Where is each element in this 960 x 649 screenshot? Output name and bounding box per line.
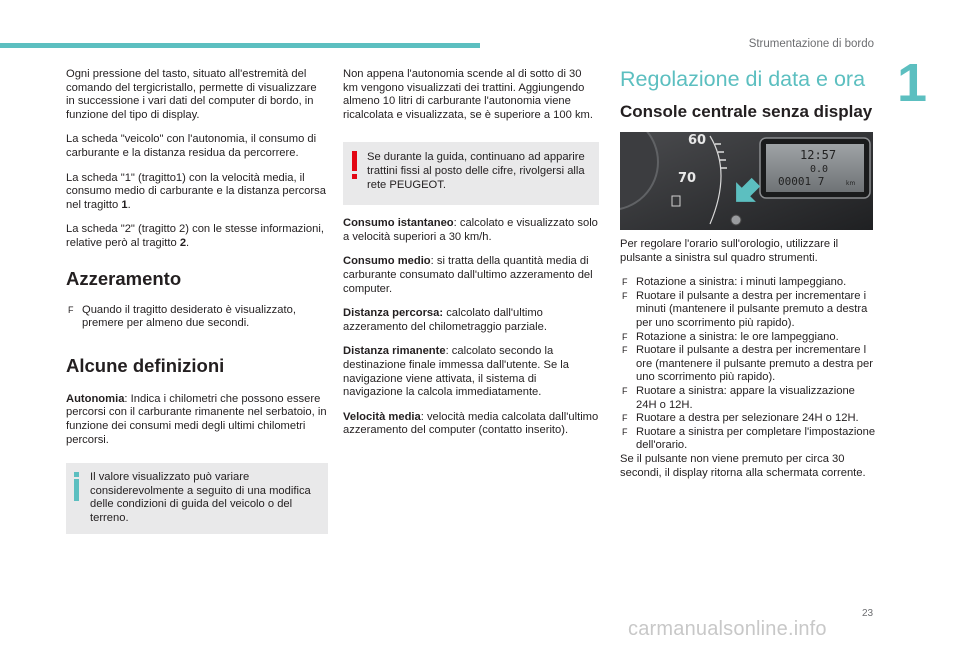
paragraph-intro: Ogni pressione del tasto, situato all'estremità del comando del tergicristallo, permette di visualizzare in successione i vari dati del computer di bordo, in funzione del tipo di display. <box>66 68 317 121</box>
list-item: F Ruotare il pulsante a destra per incrementare l ore (mantenere il pulsante premuto a destra per uno scorrimento più rapido). <box>622 344 873 384</box>
paragraph-timeout: Se il pulsante non viene premuto per circa 30 secondi, il display ritorna alla schermata corrente. <box>620 452 866 479</box>
paragraph-veicolo: La scheda "veicolo" con l'autonomia, il consumo di carburante e la distanza residua da percorrere. <box>66 133 317 159</box>
speed-60-label: 60 <box>688 133 707 148</box>
bullet-marker-icon: F <box>622 290 628 301</box>
warning-icon <box>352 151 357 179</box>
info-icon <box>74 472 79 500</box>
info-box: Il valore visualizzato può variare considerevolmente a seguito di una modifica delle condizioni di guida del veicolo o del terreno. <box>66 463 328 534</box>
heading-console: Console centrale senza display <box>620 102 873 121</box>
trip-readout: 0.0 <box>810 164 829 175</box>
definition-item: Distanza percorsa: calcolato dall'ultimo azzeramento del chilometraggio parziale. <box>343 307 547 333</box>
paragraph-autonomia-trattini: Non appena l'autonomia scende al di sotto di 30 km vengono visualizzati dei trattini. Aggiungendo almeno 10 litri di carburante l'autonomia viene ricalcolata e visualizzata, se è superiore a 100 km. <box>343 68 593 121</box>
definitions-list <box>343 217 599 438</box>
odometer-readout: 00001 7 <box>778 175 825 188</box>
paragraph-intro-orologio: Per regolare l'orario sull'orologio, utilizzare il pulsante a sinistra sul quadro strumenti. <box>620 238 839 264</box>
warning-box: Se durante la guida, continuano ad apparire trattini fissi al posto delle cifre, rivolgersi alla rete PEUGEOT. <box>343 142 599 205</box>
heading-regolazione: Regolazione di data e ora <box>620 67 866 91</box>
watermark-text: carmanualsonline.info <box>628 618 827 640</box>
speed-70-label: 70 <box>678 171 697 186</box>
column-middle <box>343 68 599 449</box>
clock-steps-list <box>620 276 878 453</box>
definition-item: Distanza rimanente: calcolato secondo la destinazione finale immessa dall'utente. Se la navigazione viene attivata, il sistema di navigazione la calcola immediatamente. <box>343 345 570 399</box>
cluster-illustration <box>620 132 873 230</box>
page-number: 23 <box>862 608 874 619</box>
list-item: F Ruotare il pulsante a destra per incrementare i minuti (mantenere il pulsante premuto a destra per uno scorrimento più rapido). <box>622 289 868 329</box>
list-item: F Rotazione a sinistra: i minuti lampeggiano. <box>622 276 847 289</box>
column-left <box>66 68 328 548</box>
bullet-marker-icon: F <box>622 413 628 424</box>
paragraph-tragitto-1: La scheda "1" (tragitto1) con la velocità media, il consumo medio di carburante e la distanza percorsa nel tragitto 1. <box>66 171 326 211</box>
list-item: F Ruotare a sinistra per completare l'impostazione dell'orario. <box>622 425 876 452</box>
header-accent-bar <box>0 43 480 48</box>
list-item: F Rotazione a sinistra: le ore lampeggiano. <box>622 330 839 343</box>
bullet-marker-icon: F <box>622 331 628 342</box>
list-item: F Ruotare a sinistra: appare la visualizzazione 24H o 12H. <box>622 384 855 411</box>
bullet-marker-icon: F <box>622 385 628 396</box>
instrument-cluster-photo <box>620 132 873 230</box>
heading-azzeramento: Azzeramento <box>66 267 182 289</box>
clock-button-icon <box>731 215 741 225</box>
bullet-marker-icon: F <box>622 277 628 288</box>
paragraph-tragitto-2: La scheda "2" (tragitto 2) con le stesse informazioni, relative però al tragitto 2. <box>66 223 324 249</box>
list-item: F Ruotare a destra per selezionare 24H o 12H. <box>622 412 859 425</box>
heading-definizioni: Alcune definizioni <box>66 354 225 376</box>
definition-autonomia: Autonomia: Indica i chilometri che possono essere percorsi con il carburante rimanente nel serbatoio, in funzione dei consumi medi degli ultimi chilometri percorsi. <box>66 392 327 446</box>
definition-item: Consumo istantaneo: calcolato e visualizzato solo a velocità superiori a 30 km/h. <box>343 217 598 243</box>
definition-item: Consumo medio: si tratta della quantità media di carburante consumato dall'ultimo azzeramento del computer. <box>343 255 593 295</box>
bullet-marker-icon: F <box>622 426 628 437</box>
chapter-number: 1 <box>897 53 928 113</box>
bullet-marker-icon: F <box>68 304 74 315</box>
column-right <box>620 66 878 491</box>
bullet-marker-icon: F <box>622 345 628 356</box>
clock-readout: 12:57 <box>800 148 837 162</box>
list-item: F Quando il tragitto desiderato è visualizzato, premere per almeno due secondi. <box>68 303 296 330</box>
definition-item: Velocità media: velocità media calcolata dall'ultimo azzeramento del computer (contatto inserito). <box>343 410 599 437</box>
section-header-title: Strumentazione di bordo <box>748 38 874 50</box>
odometer-unit: km <box>846 180 856 187</box>
